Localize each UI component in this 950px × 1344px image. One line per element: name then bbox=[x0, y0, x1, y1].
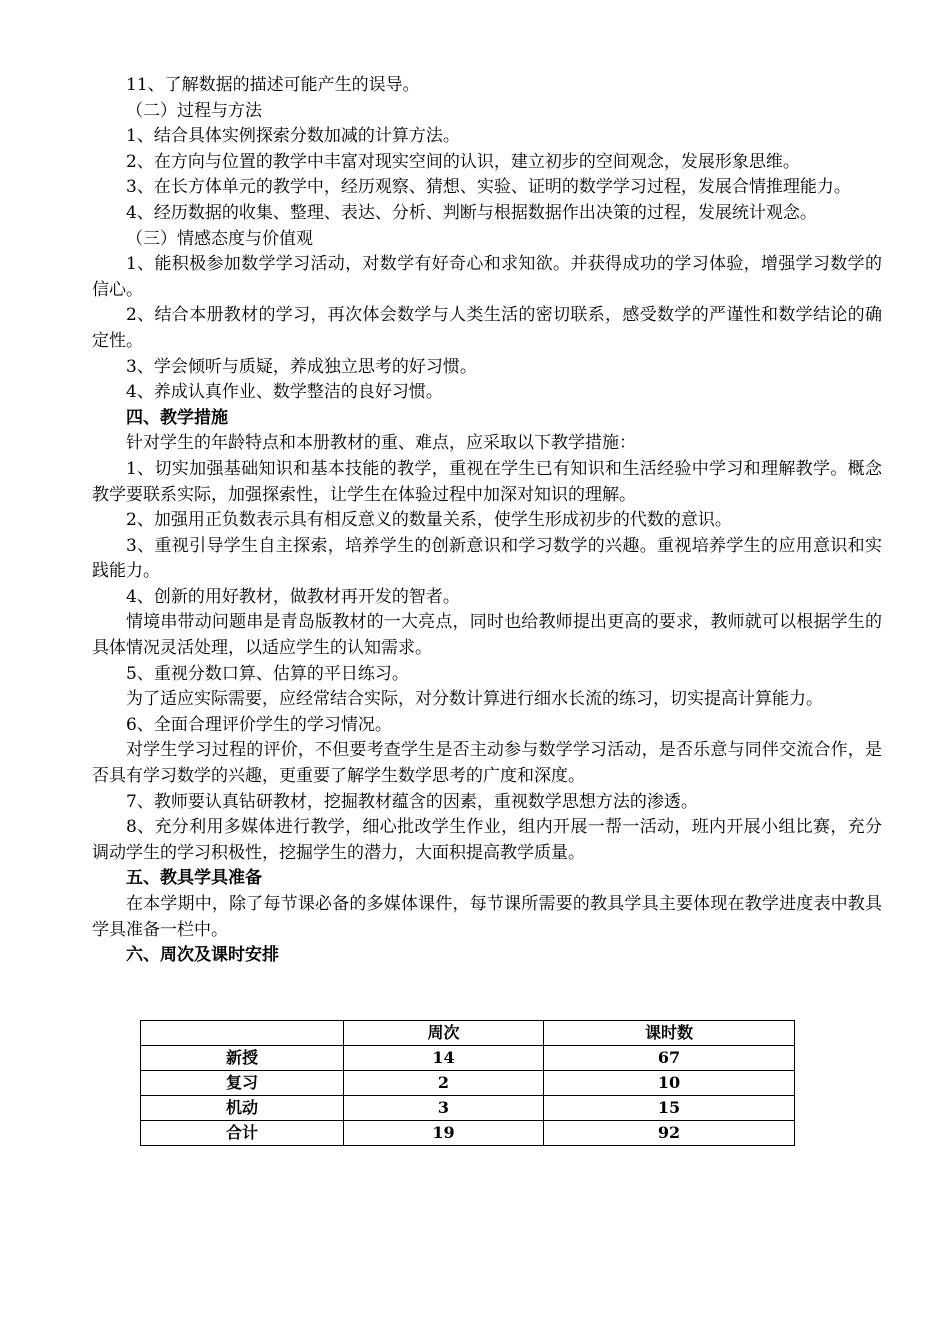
paragraph: 1、能积极参加数学学习活动，对数学有好奇心和求知欲。并获得成功的学习体验，增强学习数学的信心。 bbox=[92, 254, 882, 300]
paragraph: 3、学会倾听与质疑，养成独立思考的好习惯。 bbox=[126, 356, 477, 377]
paragraph: 11、了解数据的描述可能产生的误导。 bbox=[126, 75, 420, 95]
table-header-cell bbox=[141, 1021, 344, 1046]
table-cell: 15 bbox=[544, 1096, 795, 1121]
table-cell: 复习 bbox=[141, 1071, 344, 1096]
table-cell: 3 bbox=[344, 1096, 544, 1121]
table-cell: 合计 bbox=[141, 1121, 344, 1146]
table-cell: 机动 bbox=[141, 1096, 344, 1121]
paragraph: 8、充分利用多媒体进行教学，细心批改学生作业，组内开展一帮一活动，班内开展小组比赛，充分调动学生的学习积极性，挖掘学生的潜力，大面积提高教学质量。 bbox=[92, 817, 882, 863]
table-cell: 10 bbox=[544, 1071, 795, 1096]
section-heading: 五、教具学具准备 bbox=[126, 868, 262, 889]
section-heading: 六、周次及课时安排 bbox=[126, 945, 279, 966]
paragraph: 在本学期中，除了每节课必备的多媒体课件，每节课所需要的教具学具主要体现在教学进度表中教具学具准备一栏中。 bbox=[92, 894, 882, 940]
paragraph: 2、结合本册教材的学习，再次体会数学与人类生活的密切联系，感受数学的严谨性和数学结论的确定性。 bbox=[92, 305, 882, 351]
table-cell: 新授 bbox=[141, 1046, 344, 1071]
paragraph: 4、养成认真作业、数学整洁的良好习惯。 bbox=[126, 382, 443, 403]
table-row bbox=[141, 1071, 795, 1096]
table-cell: 67 bbox=[544, 1046, 795, 1071]
paragraph: 1、切实加强基础知识和基本技能的教学，重视在学生已有知识和生活经验中学习和理解教学。概念教学要联系实际，加强探索性，让学生在体验过程中加深对知识的理解。 bbox=[92, 458, 882, 505]
paragraph: 针对学生的年龄特点和本册教材的重、难点，应采取以下教学措施： bbox=[126, 433, 636, 454]
document-body bbox=[92, 73, 882, 969]
paragraph: 为了适应实际需要，应经常结合实际，对分数计算进行细水长流的练习，切实提高计算能力。 bbox=[126, 689, 823, 710]
table-header-cell: 课时数 bbox=[544, 1021, 795, 1046]
table-cell: 14 bbox=[344, 1046, 544, 1071]
paragraph: 情境串带动问题串是青岛版教材的一大亮点，同时也给教师提出更高的要求，教师就可以根据学生的具体情况灵活处理，以适应学生的认知需求。 bbox=[92, 612, 882, 659]
paragraph: 4、创新的用好教材，做教材再开发的智者。 bbox=[126, 586, 460, 607]
paragraph: 5、重视分数口算、估算的平日练习。 bbox=[126, 663, 409, 684]
paragraph: 1、结合具体实例探索分数加减的计算方法。 bbox=[126, 126, 460, 147]
paragraph: 2、加强用正负数表示具有相反意义的数量关系，使学生形成初步的代数的意识。 bbox=[126, 510, 732, 531]
paragraph: 7、教师要认真钻研教材，挖掘教材蕴含的因素，重视数学思想方法的渗透。 bbox=[126, 791, 698, 812]
table-row bbox=[141, 1121, 795, 1146]
schedule-table bbox=[140, 1020, 795, 1146]
paragraph: 3、重视引导学生自主探索，培养学生的创新意识和学习数学的兴趣。重视培养学生的应用意识和实践能力。 bbox=[92, 535, 882, 582]
paragraph: 对学生学习过程的评价，不但要考查学生是否主动参与数学学习活动，是否乐意与同伴交流合作，是否具有学习数学的兴趣，更重要了解学生数学思考的广度和深度。 bbox=[92, 740, 882, 787]
table-header-row bbox=[141, 1021, 795, 1046]
paragraph: 4、经历数据的收集、整理、表达、分析、判断与根据数据作出决策的过程，发展统计观念。 bbox=[126, 202, 817, 223]
table-row bbox=[141, 1096, 795, 1121]
paragraph: 3、在长方体单元的教学中，经历观察、猜想、实验、证明的数学学习过程，发展合情推理能力。 bbox=[126, 177, 851, 198]
table-cell: 2 bbox=[344, 1071, 544, 1096]
table-header-cell: 周次 bbox=[344, 1021, 544, 1046]
table-cell: 19 bbox=[344, 1121, 544, 1146]
table-cell: 92 bbox=[544, 1121, 795, 1146]
subheading: （三）情感态度与价值观 bbox=[126, 228, 313, 249]
table-row bbox=[141, 1046, 795, 1071]
paragraph: 6、全面合理评价学生的学习情况。 bbox=[126, 714, 392, 735]
subheading: （二）过程与方法 bbox=[126, 100, 262, 121]
paragraph: 2、在方向与位置的教学中丰富对现实空间的认识，建立初步的空间观念，发展形象思维。 bbox=[126, 151, 800, 172]
section-heading: 四、教学措施 bbox=[126, 407, 228, 428]
